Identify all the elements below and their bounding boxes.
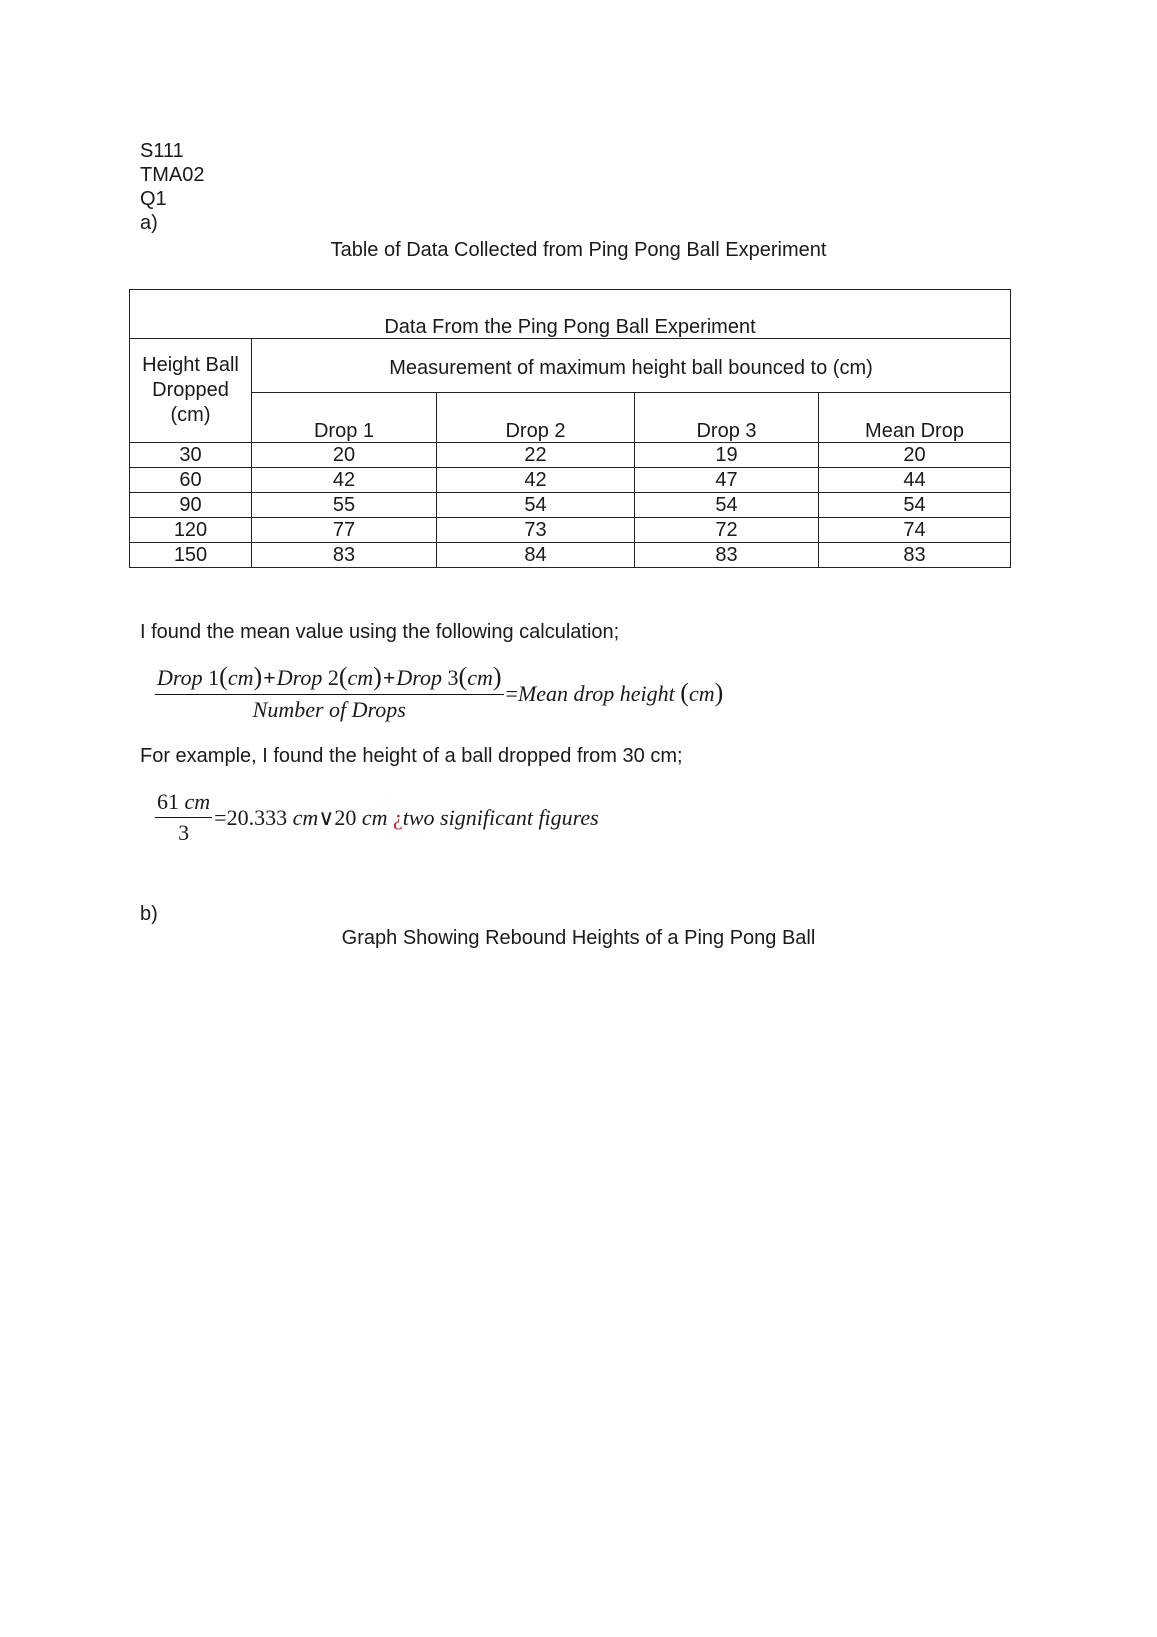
mean-explanation: I found the mean value using the following calculation; xyxy=(140,621,620,643)
part-b-label: b) xyxy=(140,903,158,925)
example-explanation: For example, I found the height of a ball dropped from 30 cm; xyxy=(140,745,683,767)
table-row xyxy=(130,493,1011,518)
table-title: Data From the Ping Pong Ball Experiment xyxy=(130,290,1011,339)
cell-height: 60 xyxy=(130,468,252,493)
data-table xyxy=(129,289,1011,568)
column-header-drop-1: Drop 1 xyxy=(252,393,437,443)
example-formula-result: =20.333 cm∨20 cm ¿two significant figures xyxy=(214,804,599,830)
table-row xyxy=(130,468,1011,493)
mean-formula-numerator: Drop 1(cm)+Drop 2(cm)+Drop 3(cm) xyxy=(155,662,504,695)
cell-height: 30 xyxy=(130,443,252,468)
column-header-drop-3: Drop 3 xyxy=(635,393,819,443)
column-header-drop-2: Drop 2 xyxy=(437,393,635,443)
assignment-code: TMA02 xyxy=(140,164,205,186)
table-row xyxy=(130,543,1011,568)
height-column-header: Height Ball Dropped (cm) xyxy=(130,339,252,443)
example-formula-denominator: 3 xyxy=(178,820,190,845)
cell-drop-3: 83 xyxy=(635,543,819,568)
cell-drop-1: 83 xyxy=(252,543,437,568)
cell-mean: 83 xyxy=(819,543,1011,568)
cell-drop-1: 42 xyxy=(252,468,437,493)
cell-mean: 74 xyxy=(819,518,1011,543)
cell-height: 120 xyxy=(130,518,252,543)
cell-mean: 20 xyxy=(819,443,1011,468)
part-a-label: a) xyxy=(140,212,158,234)
course-code: S111 xyxy=(140,140,184,162)
cell-drop-1: 20 xyxy=(252,443,437,468)
mean-formula-result: =Mean drop height (cm) xyxy=(505,677,724,707)
cell-drop-3: 19 xyxy=(635,443,819,468)
mean-formula-denominator: Number of Drops xyxy=(252,697,406,722)
measurement-header: Measurement of maximum height ball bounced to (cm) xyxy=(252,339,1011,393)
example-formula-numerator: 61 cm xyxy=(155,789,212,818)
cell-mean: 54 xyxy=(819,493,1011,518)
cell-height: 90 xyxy=(130,493,252,518)
mean-formula-fraction xyxy=(155,662,504,723)
cell-drop-3: 54 xyxy=(635,493,819,518)
example-formula xyxy=(155,789,599,846)
example-formula-fraction xyxy=(155,789,212,846)
cell-drop-1: 77 xyxy=(252,518,437,543)
cell-height: 150 xyxy=(130,543,252,568)
graph-caption: Graph Showing Rebound Heights of a Ping Pong Ball xyxy=(341,927,816,949)
table-caption: Table of Data Collected from Ping Pong Ball Experiment xyxy=(330,239,827,261)
cell-drop-2: 22 xyxy=(437,443,635,468)
question-number: Q1 xyxy=(140,188,167,210)
error-glyph: ¿ xyxy=(393,804,403,830)
cell-drop-3: 47 xyxy=(635,468,819,493)
drop-header-row xyxy=(130,393,1011,443)
cell-drop-2: 73 xyxy=(437,518,635,543)
table-header-row xyxy=(130,339,1011,393)
cell-mean: 44 xyxy=(819,468,1011,493)
mean-formula xyxy=(155,662,723,723)
cell-drop-2: 84 xyxy=(437,543,635,568)
table-row xyxy=(130,443,1011,468)
cell-drop-2: 54 xyxy=(437,493,635,518)
table-row xyxy=(130,518,1011,543)
table-title-row xyxy=(130,290,1011,339)
cell-drop-2: 42 xyxy=(437,468,635,493)
cell-drop-1: 55 xyxy=(252,493,437,518)
column-header-mean-drop: Mean Drop xyxy=(819,393,1011,443)
cell-drop-3: 72 xyxy=(635,518,819,543)
